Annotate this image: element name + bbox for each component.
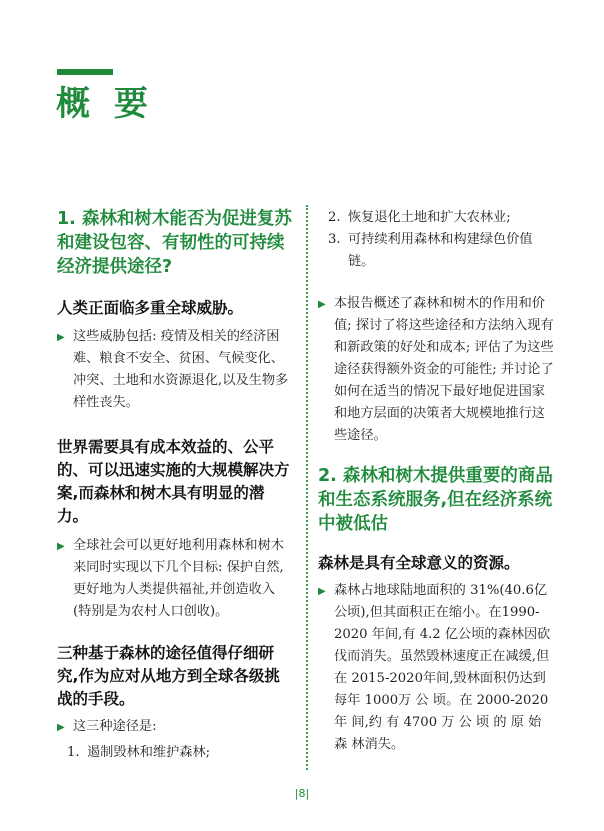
pathways-bullet-text: 这三种途径是: [73, 719, 157, 734]
world-bullet-text: 全球社会可以更好地利用森林和树木来同时实现以下几个目标: 保护自然,更好地为人类提供福祉,并创造收入(特别是为农村人口创收)。 [73, 538, 284, 619]
pathway-item-number: 3. [328, 232, 341, 247]
pathways-bullet [57, 716, 293, 738]
report-bullet [318, 293, 554, 447]
triangle-right-icon: ▶ [57, 541, 65, 552]
triangle-right-icon: ▶ [318, 586, 326, 597]
world-heading: 世界需要具有成本效益的、公平的、可以迅速实施的大规模解决方案,而森林和树木具有明显的潜力。 [57, 438, 290, 525]
threats-heading: 人类正面临多重全球威胁。 [57, 299, 244, 317]
triangle-right-icon: ▶ [57, 332, 65, 343]
world-bullet [57, 535, 293, 623]
pathway-item-3 [318, 229, 554, 273]
triangle-right-icon: ▶ [57, 722, 65, 733]
title-accent-bar [57, 69, 113, 75]
pathway-item-1 [57, 742, 293, 764]
report-bullet-text: 本报告概述了森林和树木的作用和价值; 探讨了将这些途径和方法纳入现有和新政策的好处和成本; 评估了为这些途径获得额外资金的可能性; 并讨论了如何在适当的情况下最好地促进国家和地方层面的决策者大规模地推行这些途径。 [334, 296, 554, 443]
left-column [57, 207, 293, 764]
pathway-item-text: 可持续利用森林和构建绿色价值链。 [348, 232, 533, 269]
pathway-item-2 [318, 207, 554, 229]
section-2-heading: 2. 森林和树木提供重要的商品和生态系统服务,但在经济系统中被低估 [318, 466, 553, 534]
right-column [318, 207, 554, 756]
page-number: |8| [294, 787, 310, 800]
resource-bullet [318, 580, 554, 756]
threats-bullet [57, 326, 293, 414]
resource-bullet-text: 森林占地球陆地面积的 31%(40.6亿公顷),但其面积正在缩小。在1990-2020 年间,有 4.2 亿公顷的森林因砍伐而消失。虽然毁林速度正在减缓,但在 2015-2020年间,毁林面积仍达到每年 1000万 公 顷。在 2000-2020 年 间,约 有 4700 万 公 顷 的 原 始 森 林消失。 [334, 583, 551, 752]
pathway-item-number: 2. [328, 210, 341, 225]
triangle-right-icon: ▶ [318, 299, 326, 310]
page-title: 概 要 [56, 84, 154, 124]
section-1-heading: 1. 森林和树木能否为促进复苏和建设包容、有韧性的可持续经济提供途径? [57, 209, 292, 277]
threats-bullet-text: 这些威胁包括: 疫情及相关的经济困难、粮食不安全、贫困、气候变化、冲突、土地和水资源退化,以及生物多样性丧失。 [73, 329, 289, 410]
pathway-item-text: 遏制毁林和维护森林; [87, 745, 211, 760]
pathways-heading: 三种基于森林的途径值得仔细研究,作为应对从地方到全球各级挑战的手段。 [57, 644, 280, 708]
resource-heading: 森林是具有全球意义的资源。 [318, 554, 520, 572]
pathway-item-number: 1. [67, 745, 80, 760]
column-divider [306, 205, 308, 770]
pathway-item-text: 恢复退化土地和扩大农林业; [348, 210, 511, 225]
